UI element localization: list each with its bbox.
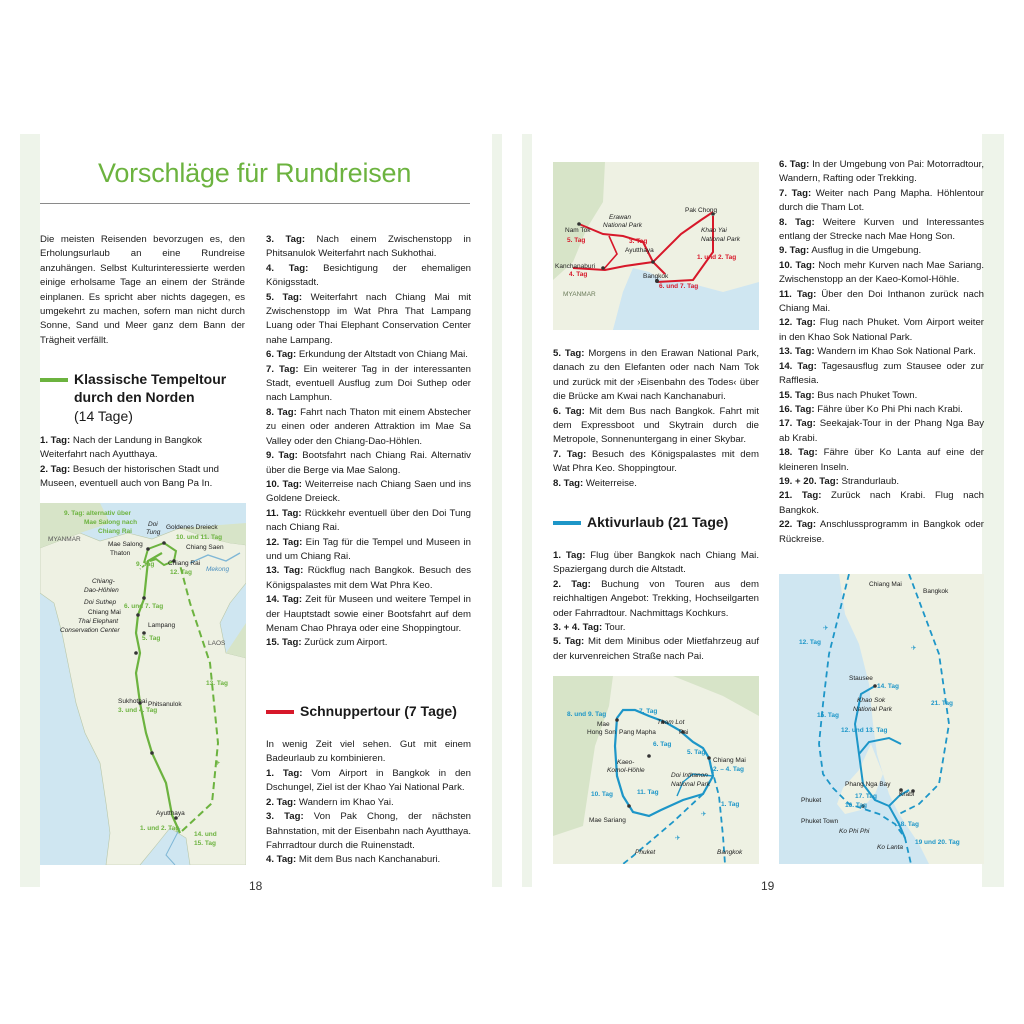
day-entry — [779, 475, 984, 489]
day-text: Wandern im Khao Sok National Park. — [814, 346, 976, 358]
day-entry — [553, 405, 759, 448]
day-text: Fähre über Ko Lanta auf eine der kleineren Inseln. — [779, 447, 984, 473]
day-text: Mit dem Minibus oder Mietfahrzeug auf der kurvenreichen Straße nach Pai. — [553, 636, 759, 662]
svg-text:Thaton: Thaton — [110, 550, 131, 557]
day-text: Mit dem Bus nach Kanchanaburi. — [296, 854, 441, 866]
svg-text:9. Tag: alternativ über: 9. Tag: alternativ über — [64, 510, 132, 517]
day-text: Morgens in den Erawan National Park, danach zu den Elefanten oder nach Nam Tok und zurück mit der ›Eisenbahn des Todes‹ über die Brücke am Kwai nach Kanchanaburi. — [553, 348, 759, 403]
svg-text:Thai Elephant: Thai Elephant — [78, 618, 119, 625]
svg-text:National Park: National Park — [701, 236, 741, 243]
day-entry — [553, 477, 759, 491]
svg-text:Bangkok: Bangkok — [923, 588, 949, 595]
day-entry — [779, 216, 984, 245]
day-entry — [266, 478, 471, 507]
day-label: 10. Tag: — [779, 259, 816, 271]
day-entry — [779, 316, 984, 345]
svg-text:Mae: Mae — [597, 721, 610, 728]
day-text: Rückflug nach Bangkok. Besuch des Königspalastes mit dem Wat Phra Keo. — [266, 565, 471, 591]
day-entry — [779, 489, 984, 518]
svg-text:Tung: Tung — [146, 529, 161, 536]
svg-text:Goldenes Dreieck: Goldenes Dreieck — [166, 524, 218, 531]
day-text: Erkundung der Altstadt von Chiang Mai. — [296, 349, 468, 361]
svg-text:5. Tag: 5. Tag — [142, 635, 161, 642]
day-label: 19. + 20. Tag: — [779, 475, 839, 487]
day-entry — [266, 564, 471, 593]
svg-text:Mae Salong: Mae Salong — [108, 541, 143, 548]
page-title: Vorschläge für Rundreisen — [98, 158, 412, 188]
day-label: 3. + 4. Tag: — [553, 622, 603, 634]
day-entry — [266, 291, 471, 349]
tour2-days-b — [553, 347, 759, 491]
day-label: 2. Tag: — [553, 578, 591, 590]
svg-text:Hong Son: Hong Son — [587, 729, 616, 736]
day-entry — [779, 389, 984, 403]
day-entry — [779, 446, 984, 475]
day-text: Weiterreise nach Chiang Saen und ins Goldene Dreieck. — [266, 478, 472, 505]
day-entry — [779, 259, 984, 288]
tour3-days-a — [553, 549, 759, 664]
svg-text:2. – 4. Tag: 2. – 4. Tag — [713, 766, 744, 773]
svg-text:Bangkok: Bangkok — [643, 273, 669, 280]
day-entry — [266, 233, 471, 262]
day-entry — [266, 593, 471, 636]
day-text: Weitere Kurven und Interessantes entlang der Strecke nach Mae Hong Son. — [779, 216, 984, 243]
day-label: 11. Tag: — [779, 288, 817, 300]
day-text: Von Pak Chong, der nächsten Bahnstation, mit der Eisenbahn nach Ayutthaya. Fahrradtour durch die Ruinenstadt. — [266, 811, 471, 852]
svg-text:Krabi: Krabi — [899, 791, 915, 798]
day-label: 4. Tag: — [266, 854, 297, 866]
tour3-days-b — [779, 158, 984, 547]
day-label: 3. Tag: — [266, 234, 306, 245]
day-label: 14. Tag: — [779, 360, 817, 372]
svg-text:3. Tag: 3. Tag — [629, 238, 648, 245]
svg-text:12. Tag: 12. Tag — [170, 569, 192, 576]
day-text: Seekajak-Tour in der Phang Nga Bay ab Krabi. — [779, 418, 984, 444]
tour1-days-a — [40, 434, 245, 492]
day-text: Weiterfahrt nach Chiang Mai mit Zwischenstopp im Wat Phra That Lampang Luang oder Thai Elephant Conservation Center nahe Lampang. — [266, 291, 471, 346]
svg-text:Stausee: Stausee — [849, 675, 873, 682]
day-label: 5. Tag: — [553, 348, 585, 359]
svg-text:Chiang Rai: Chiang Rai — [98, 528, 132, 535]
green-bar — [40, 378, 68, 382]
day-text: Mit dem Bus nach Bangkok. Fahrt mit dem Expressboot und Skytrain durch die Metropole, Sonnenuntergang in einer Skybar. — [553, 405, 759, 446]
day-label: 8. Tag: — [553, 477, 584, 489]
day-text: Zurück nach Krabi. Flug nach Bangkok. — [779, 490, 984, 516]
svg-text:Bangkok: Bangkok — [717, 849, 743, 856]
day-entry — [40, 434, 245, 463]
day-label: 5. Tag: — [266, 291, 303, 303]
day-entry — [266, 449, 471, 478]
map-active-south — [779, 574, 984, 864]
svg-text:1. und 2. Tag: 1. und 2. Tag — [140, 825, 180, 832]
svg-text:✈: ✈ — [215, 760, 221, 767]
svg-text:Doi: Doi — [148, 521, 158, 528]
svg-text:✈: ✈ — [701, 811, 707, 818]
page-number-left: 18 — [249, 879, 263, 893]
day-text: Ausflug in die Umgebung. — [809, 245, 922, 257]
svg-text:Conservation Center: Conservation Center — [60, 627, 120, 634]
day-entry — [266, 810, 471, 853]
tour1-heading: Klassische Tempeltour durch den Norden (14 Tage) — [40, 370, 245, 426]
svg-text:Erawan: Erawan — [609, 214, 632, 221]
tour3-heading: Aktivurlaub (21 Tage) — [553, 513, 759, 531]
day-entry — [266, 363, 471, 406]
day-text: Nach einem Zwischenstopp in Phitsanulok Weiterfahrt nach Sukhothai. — [266, 234, 471, 260]
svg-text:11. Tag: 11. Tag — [637, 789, 659, 796]
day-text: Rückkehr eventuell über den Doi Tung nach Chiang Rai. — [266, 507, 472, 534]
day-label: 8. Tag: — [779, 216, 815, 228]
blue-bar — [553, 521, 581, 525]
svg-text:6. und 7. Tag: 6. und 7. Tag — [124, 603, 164, 610]
svg-text:Doi Inthanon: Doi Inthanon — [671, 772, 708, 779]
day-text: Fähre über Ko Phi Phi nach Krabi. — [814, 403, 963, 415]
day-label: 21. Tag: — [779, 490, 822, 502]
svg-text:Doi Suthep: Doi Suthep — [84, 599, 117, 606]
svg-text:Ayutthaya: Ayutthaya — [156, 810, 185, 817]
day-text: Zeit für Museen und weitere Tempel in der Hauptstadt sowie einer Bootsfahrt auf dem Menam Chao Phraya oder eine Shoppingtour. — [266, 594, 471, 634]
svg-text:Ko Phi Phi: Ko Phi Phi — [839, 828, 870, 835]
svg-text:National Park: National Park — [603, 222, 643, 229]
day-entry — [779, 417, 984, 446]
day-text: Bus nach Phuket Town. — [814, 389, 918, 401]
svg-text:Phang Nga Bay: Phang Nga Bay — [845, 781, 891, 788]
svg-text:8. und 9. Tag: 8. und 9. Tag — [567, 711, 607, 718]
day-entry — [553, 448, 759, 477]
tour2-days-a — [266, 767, 471, 868]
svg-text:Pai: Pai — [679, 729, 689, 736]
day-label: 15. Tag: — [266, 637, 302, 649]
svg-text:Chiang Mai: Chiang Mai — [88, 609, 121, 616]
svg-text:✈: ✈ — [823, 625, 829, 632]
day-label: 3. Tag: — [266, 811, 304, 823]
svg-text:6. Tag: 6. Tag — [653, 741, 672, 748]
svg-text:Pak Chong: Pak Chong — [685, 207, 718, 214]
svg-text:Chiang Rai: Chiang Rai — [168, 560, 201, 567]
svg-text:Chiang Saen: Chiang Saen — [186, 544, 224, 551]
day-entry — [779, 518, 984, 547]
day-text: Flug über Bangkok nach Chiang Mai. Spaziergang durch die Altstadt. — [553, 550, 759, 576]
day-entry — [40, 463, 245, 492]
svg-text:Mae Sariang: Mae Sariang — [589, 817, 626, 824]
day-label: 8. Tag: — [266, 406, 297, 418]
svg-text:18. Tag: 18. Tag — [897, 821, 919, 828]
day-entry — [779, 158, 984, 187]
tour2-intro: In wenig Zeit viel sehen. Gut mit einem Badeurlaub zu kombinieren. — [266, 739, 471, 765]
svg-text:✈: ✈ — [911, 645, 917, 652]
svg-text:4. Tag: 4. Tag — [569, 271, 588, 278]
day-entry — [553, 347, 759, 405]
page-number-right: 19 — [761, 879, 775, 893]
svg-text:6. und 7. Tag: 6. und 7. Tag — [659, 283, 699, 290]
red-bar — [266, 710, 294, 714]
day-label: 7. Tag: — [779, 187, 812, 199]
day-entry — [266, 796, 471, 810]
day-label: 2. Tag: — [266, 796, 297, 808]
day-entry — [779, 360, 984, 389]
svg-text:MYANMAR: MYANMAR — [563, 291, 596, 298]
day-label: 17. Tag: — [779, 418, 816, 430]
svg-text:Sukhothai: Sukhothai — [118, 698, 147, 705]
day-text: Flug nach Phuket. Vom Airport weiter in den Khao Sok National Park. — [779, 317, 984, 343]
map-north-tour — [40, 503, 246, 865]
day-text: Besichtigung der ehemaligen Königsstadt. — [266, 262, 471, 289]
day-text: Zurück zum Airport. — [301, 637, 388, 649]
day-text: Weiter nach Pang Mapha. Höhlentour durch die Tham Lot. — [779, 187, 984, 214]
day-entry — [553, 621, 759, 635]
day-label: 5. Tag: — [553, 636, 585, 648]
svg-text:Khao Sok: Khao Sok — [857, 697, 886, 704]
svg-text:Phitsanulok: Phitsanulok — [148, 701, 182, 708]
svg-text:Khao Yai: Khao Yai — [701, 227, 727, 234]
svg-text:15. Tag: 15. Tag — [194, 840, 216, 847]
day-text: Noch mehr Kurven nach Mae Sariang. Zwischenstopp an der Kaeo-Komol-Höhle. — [779, 259, 984, 286]
title-rule — [40, 203, 470, 204]
day-text: Ein weiterer Tag in der interessanten Stadt, eventuell Ausflug zum Doi Suthep oder nach Lamphun. — [266, 363, 471, 404]
svg-text:Chiang-: Chiang- — [92, 578, 115, 585]
day-label: 16. Tag: — [779, 403, 815, 415]
day-label: 13. Tag: — [779, 346, 815, 358]
day-entry — [266, 636, 471, 650]
svg-text:7. Tag: 7. Tag — [639, 708, 658, 715]
svg-text:✈: ✈ — [675, 835, 681, 842]
day-label: 7. Tag: — [553, 448, 587, 460]
svg-text:1. Tag: 1. Tag — [721, 801, 740, 808]
day-label: 13. Tag: — [266, 565, 304, 577]
svg-text:3. und 4. Tag: 3. und 4. Tag — [118, 707, 158, 714]
tour1-days-b — [266, 233, 471, 651]
day-label: 11. Tag: — [266, 507, 302, 519]
svg-text:1. und 2. Tag: 1. und 2. Tag — [697, 254, 737, 261]
day-text: Fahrt nach Thaton mit einem Abstecher zu einen oder anderen Attraktion im Mae Sa Valley oder den Chiang-Dao-Höhlen. — [266, 406, 471, 447]
tour2-heading: Schnuppertour (7 Tage) — [266, 702, 471, 720]
svg-text:Phuket Town: Phuket Town — [801, 818, 839, 825]
svg-text:National Park: National Park — [671, 781, 711, 788]
label-myanmar: MYANMAR — [48, 536, 81, 543]
day-label: 1. Tag: — [266, 768, 303, 779]
svg-text:10. Tag: 10. Tag — [591, 791, 613, 798]
day-label: 4. Tag: — [266, 262, 309, 274]
day-text: Ein Tag für die Tempel und Museen in und um Chiang Rai. — [266, 536, 471, 562]
svg-text:Pang Mapha: Pang Mapha — [619, 729, 656, 736]
day-entry — [266, 348, 471, 362]
svg-text:14. und: 14. und — [194, 831, 217, 838]
svg-text:Komol-Höhle: Komol-Höhle — [607, 767, 645, 774]
svg-text:Nam Tok: Nam Tok — [565, 227, 591, 234]
day-entry — [779, 345, 984, 359]
day-label: 15. Tag: — [779, 389, 815, 401]
day-text: Vom Airport in Bangkok in den Dschungel, Ziel ist der Khao Yai National Park. — [266, 768, 471, 794]
day-label: 6. Tag: — [553, 405, 585, 417]
day-label: 6. Tag: — [266, 349, 297, 361]
day-entry — [553, 635, 759, 664]
svg-text:13. Tag: 13. Tag — [206, 680, 228, 687]
day-text: Buchung von Touren aus dem reichhaltigen Angebot: Trekking, Hochseilgarten oder Fahrradtour. Nachmittags Kochkurs. — [553, 578, 759, 619]
day-text: Besuch der historischen Stadt und Museen, eventuell auch von Bang Pa In. — [40, 463, 220, 490]
day-label: 7. Tag: — [266, 363, 299, 375]
day-entry — [779, 187, 984, 216]
svg-text:9. Tag: 9. Tag — [136, 561, 155, 568]
day-label: 9. Tag: — [779, 245, 810, 257]
day-text: Über den Doi Inthanon zurück nach Chiang Mai. — [779, 288, 985, 315]
svg-text:Kanchanaburi: Kanchanaburi — [555, 263, 596, 270]
map-active-north — [553, 676, 759, 864]
day-entry — [266, 406, 471, 449]
svg-text:19 und 20. Tag: 19 und 20. Tag — [915, 839, 960, 846]
day-label: 1. Tag: — [40, 435, 71, 446]
day-text: In der Umgebung von Pai: Motorradtour, Wandern, Rafting oder Trekking. — [779, 159, 984, 185]
day-entry — [779, 403, 984, 417]
day-text: Besuch des Königspalastes mit dem Wat Phra Keo. Shoppingtour. — [553, 448, 759, 475]
day-label: 10. Tag: — [266, 478, 303, 490]
svg-text:Phuket: Phuket — [635, 849, 656, 856]
svg-text:10. und 11. Tag: 10. und 11. Tag — [176, 534, 223, 541]
day-entry — [266, 262, 471, 291]
day-text: Wandern im Khao Yai. — [296, 796, 394, 808]
day-label: 18. Tag: — [779, 447, 818, 459]
day-text: Tagesausflug zum Stausee oder zur Rafflesia. — [779, 360, 984, 387]
svg-text:Mae Salong nach: Mae Salong nach — [84, 519, 138, 526]
svg-text:Ayutthaya: Ayutthaya — [625, 247, 654, 254]
svg-text:17. Tag: 17. Tag — [855, 793, 877, 800]
day-text: Nach der Landung in Bangkok Weiterfahrt nach Ayutthaya. — [40, 435, 202, 461]
day-entry — [553, 549, 759, 578]
svg-text:Dao-Höhlen: Dao-Höhlen — [84, 587, 119, 594]
svg-text:14. Tag: 14. Tag — [877, 683, 899, 690]
day-entry — [779, 288, 984, 317]
day-label: 6. Tag: — [779, 159, 810, 170]
day-label: 22. Tag: — [779, 519, 817, 531]
day-entry — [266, 536, 471, 565]
day-label: 12. Tag: — [779, 317, 816, 329]
svg-text:Tham Lot: Tham Lot — [657, 719, 685, 726]
svg-text:Lampang: Lampang — [148, 622, 176, 629]
day-label: 14. Tag: — [266, 594, 303, 606]
day-label: 1. Tag: — [553, 550, 586, 561]
day-text: Strandurlaub. — [838, 475, 900, 487]
day-entry — [779, 244, 984, 258]
svg-text:5. Tag: 5. Tag — [687, 749, 706, 756]
day-text: Bootsfahrt nach Chiang Rai. Alternativ über die Berge via Mae Salong. — [266, 450, 471, 476]
day-entry — [266, 507, 471, 536]
day-text: Tour. — [602, 622, 626, 634]
day-text: Weiterreise. — [583, 477, 637, 489]
day-label: 12. Tag: — [266, 536, 303, 548]
label-laos: LAOS — [208, 640, 226, 647]
day-label: 2. Tag: — [40, 463, 71, 475]
svg-text:12. Tag: 12. Tag — [799, 639, 821, 646]
day-entry — [266, 853, 471, 867]
svg-text:Phuket: Phuket — [801, 797, 822, 804]
svg-text:16. Tag: 16. Tag — [845, 802, 867, 809]
day-entry — [266, 767, 471, 796]
svg-text:12. und 13. Tag: 12. und 13. Tag — [841, 727, 888, 734]
svg-text:Kaeo-: Kaeo- — [617, 759, 635, 766]
svg-text:Mekong: Mekong — [206, 566, 230, 573]
day-entry — [553, 578, 759, 621]
svg-text:5. Tag: 5. Tag — [567, 237, 586, 244]
svg-text:Chiang Mai: Chiang Mai — [869, 581, 902, 588]
svg-text:Ko Lanta: Ko Lanta — [877, 844, 904, 851]
svg-text:National Park: National Park — [853, 706, 893, 713]
svg-text:21. Tag: 21. Tag — [931, 700, 953, 707]
svg-text:Chiang Mai: Chiang Mai — [713, 757, 746, 764]
intro-paragraph: Die meisten Reisenden bevorzugen es, den Erholungsurlaub an eine Rundreise anzuhängen. Selbst Kulturinteressierte werden einige erholsame Tage an einem der Strände einplanen. Es spricht aber nichts dagegen, es umgekehrt zu machen, sofern man nicht durch Sonne, Sand und Meer ganz dem Bann der Trägheit verfällt. — [40, 234, 245, 346]
day-text: Anschlussprogramm in Bangkok oder Rückreise. — [779, 519, 985, 545]
day-label: 9. Tag: — [266, 450, 298, 462]
map-short-tour — [553, 162, 759, 330]
svg-text:15. Tag: 15. Tag — [817, 712, 839, 719]
